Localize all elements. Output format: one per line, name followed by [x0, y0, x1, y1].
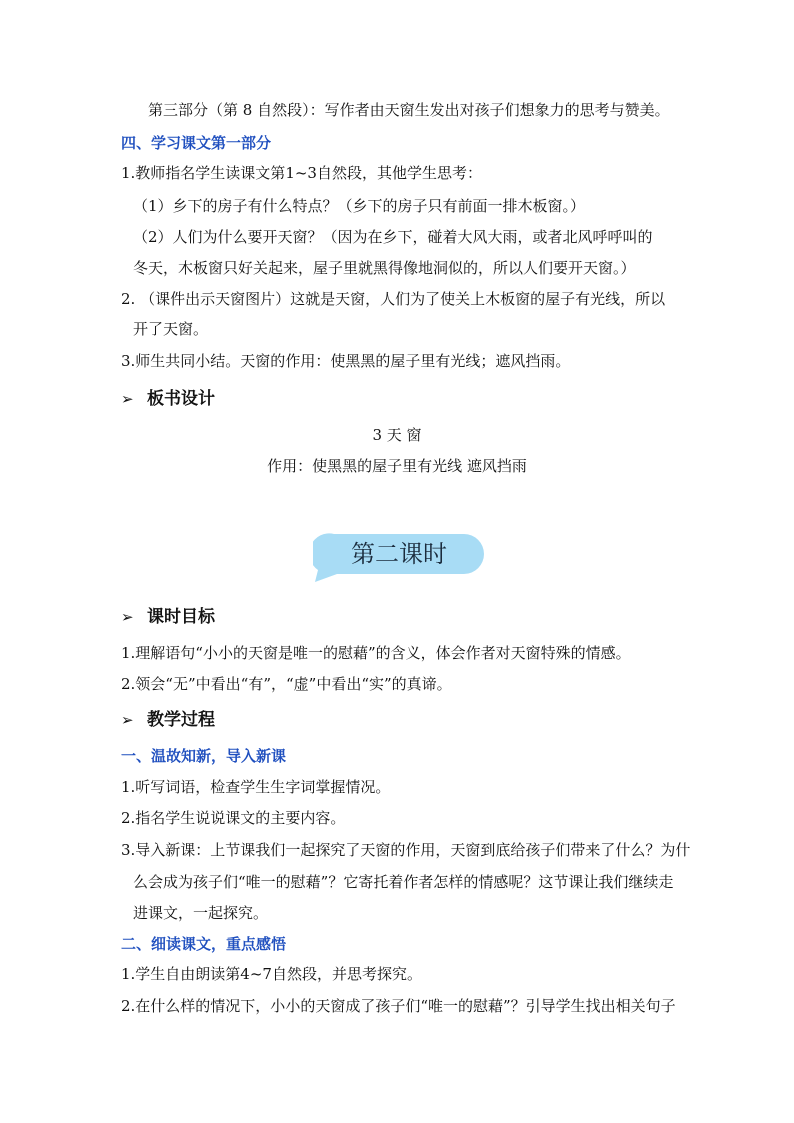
subsection-heading-1: 一、温故知新，导入新课 — [121, 747, 287, 765]
board-design-label: 板书设计 — [147, 389, 215, 409]
list-item: 1.教师指名学生读课文第1~3自然段，其他学生思考： — [121, 164, 482, 182]
list-item: 1.学生自由朗读第4~7自然段，并思考探究。 — [121, 965, 422, 983]
list-item-cont: 开了天窗。 — [133, 320, 209, 338]
banner-label: 第二课时 — [351, 540, 447, 568]
part3-text: 第三部分（第 8 自然段）：写作者由天窗生发出对孩子们想象力的思考与赞美。 — [148, 101, 670, 119]
list-item: 3.导入新课：上节课我们一起探究了天窗的作用，天窗到底给孩子们带来了什么？为什 — [121, 841, 691, 859]
subsection-heading-2: 二、细读课文，重点感悟 — [121, 935, 287, 953]
question-2: （2）人们为什么要开天窗？（因为在乡下，碰着大风大雨，或者北风呼呼叫的 — [133, 228, 653, 246]
list-item: 3.师生共同小结。天窗的作用：使黑黑的屋子里有光线；遮风挡雨。 — [121, 352, 571, 370]
arrow-bullet-icon: ➢ — [121, 390, 134, 408]
list-item: 1.听写词语，检查学生生字词掌握情况。 — [121, 778, 391, 796]
list-item: 2.指名学生说说课文的主要内容。 — [121, 809, 346, 827]
process-label: 教学过程 — [147, 710, 215, 730]
list-item: 2. （课件出示天窗图片）这就是天窗，人们为了使关上木板窗的屋子有光线，所以 — [121, 290, 666, 308]
lesson-banner — [313, 533, 485, 583]
list-item-cont: 么会成为孩子们“唯一的慰藉”？它寄托着作者怎样的情感呢？这节课让我们继续走 — [133, 873, 674, 891]
list-item: 1.理解语句“小小的天窗是唯一的慰藉”的含义，体会作者对天窗特殊的情感。 — [121, 644, 631, 662]
goals-label: 课时目标 — [147, 607, 215, 627]
list-item: 2.领会“无”中看出“有”，“虚”中看出“实”的真谛。 — [121, 675, 452, 693]
board-content: 作用：使黑黑的屋子里有光线 遮风挡雨 — [267, 457, 527, 475]
list-item: 2.在什么样的情况下，小小的天窗成了孩子们“唯一的慰藉”？引导学生找出相关句子 — [121, 997, 676, 1015]
section-heading-4: 四、学习课文第一部分 — [121, 134, 272, 152]
board-design-heading — [121, 389, 215, 409]
goals-heading — [121, 607, 215, 627]
arrow-bullet-icon: ➢ — [121, 608, 134, 626]
question-1: （1）乡下的房子有什么特点？（乡下的房子只有前面一排木板窗。） — [133, 197, 586, 215]
list-item-cont: 进课文，一起探究。 — [133, 904, 269, 922]
question-2-cont: 冬天，木板窗只好关起来，屋子里就黑得像地洞似的，所以人们要开天窗。） — [133, 259, 636, 277]
board-title: 3 天 窗 — [372, 426, 422, 444]
arrow-bullet-icon: ➢ — [121, 711, 134, 729]
process-heading — [121, 710, 215, 730]
